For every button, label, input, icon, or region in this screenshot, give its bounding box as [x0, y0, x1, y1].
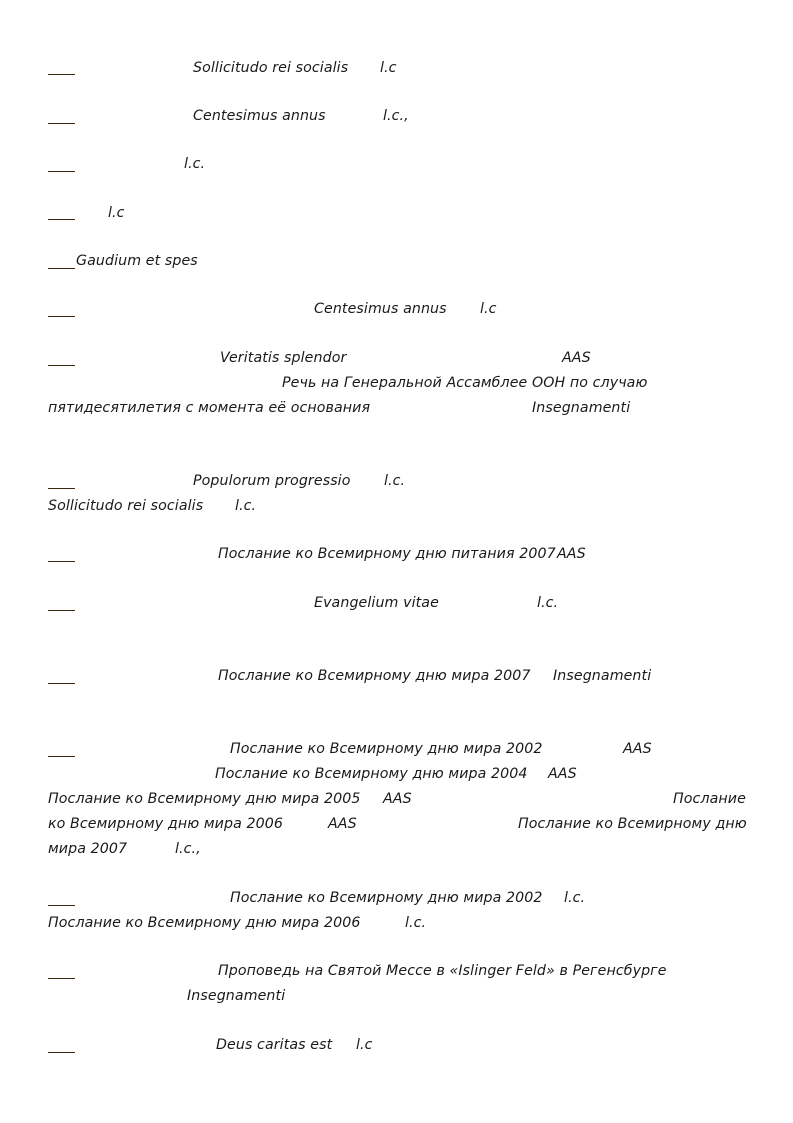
footnote-text: Insegnamenti	[532, 400, 631, 416]
footnote-text: Послание ко Всемирному дню	[518, 816, 747, 832]
footnote-text: Deus caritas est	[216, 1037, 333, 1053]
footnote-text: Insegnamenti	[187, 988, 286, 1004]
footnote-marker	[48, 74, 75, 75]
footnote-text: l.c.,	[383, 108, 409, 124]
footnote-marker	[48, 756, 75, 757]
footnote-text: Речь на Генеральной Ассамблее ООН по случаю	[282, 375, 648, 391]
footnote-text: AAS	[383, 791, 412, 807]
footnote-text: Послание ко Всемирному дню мира 2007	[218, 668, 531, 684]
footnote-text: Проповедь на Святой Мессе в «Islinger Feld» в Регенсбурге	[218, 963, 667, 979]
footnote-text: l.c	[108, 205, 125, 221]
footnote-text: l.c.,	[175, 841, 201, 857]
footnote-text: ко Всемирному дню мира 2006	[48, 816, 283, 832]
footnote-marker	[48, 683, 75, 684]
footnote-text: Послание	[673, 791, 746, 807]
footnote-text: пятидесятилетия с момента её основания	[48, 400, 371, 416]
footnote-text: Послание ко Всемирному дню мира 2002	[230, 741, 543, 757]
footnote-marker	[48, 268, 75, 269]
footnote-text: Centesimus annus	[314, 301, 447, 317]
footnote-text: l.c	[480, 301, 497, 317]
footnote-text: l.c.	[405, 915, 427, 931]
footnote-text: Populorum progressio	[193, 473, 351, 489]
footnote-text: AAS	[548, 766, 577, 782]
footnote-marker	[48, 978, 75, 979]
footnote-text: Insegnamenti	[553, 668, 652, 684]
footnote-text: Sollicitudo rei socialis	[193, 60, 349, 76]
footnote-text: AAS	[562, 350, 591, 366]
footnote-text: мира 2007	[48, 841, 128, 857]
footnote-text: Послание ко Всемирному дню мира 2002	[230, 890, 543, 906]
footnote-text: Послание ко Всемирному дню мира 2004	[215, 766, 528, 782]
footnote-text: l.c.	[537, 595, 559, 611]
footnote-text: AAS	[328, 816, 357, 832]
footnote-marker	[48, 171, 75, 172]
footnote-text: l.c.	[235, 498, 257, 514]
footnote-marker	[48, 365, 75, 366]
footnote-text: l.c.	[564, 890, 586, 906]
footnote-text: Evangelium vitae	[314, 595, 439, 611]
footnote-text: Sollicitudo rei socialis	[48, 498, 204, 514]
footnote-text: Послание ко Всемирному дню мира 2006	[48, 915, 361, 931]
footnote-marker	[48, 316, 75, 317]
footnote-marker	[48, 123, 75, 124]
footnote-text: AAS	[557, 546, 586, 562]
footnote-marker	[48, 610, 75, 611]
footnote-marker	[48, 219, 75, 220]
footnote-marker	[48, 488, 75, 489]
footnote-text: Послание ко Всемирному дню мира 2005	[48, 791, 361, 807]
footnote-text: Veritatis splendor	[220, 350, 347, 366]
footnote-text: l.c	[356, 1037, 373, 1053]
footnote-text: l.c.	[384, 473, 406, 489]
footnote-text: Послание ко Всемирному дню питания 2007	[218, 546, 556, 562]
footnote-marker	[48, 1052, 75, 1053]
footnote-text: Centesimus annus	[193, 108, 326, 124]
footnote-text: l.c.	[184, 156, 206, 172]
footnote-text: Gaudium et spes	[76, 253, 198, 269]
footnote-text: l.c	[380, 60, 397, 76]
footnote-text: AAS	[623, 741, 652, 757]
footnote-marker	[48, 561, 75, 562]
footnote-marker	[48, 905, 75, 906]
